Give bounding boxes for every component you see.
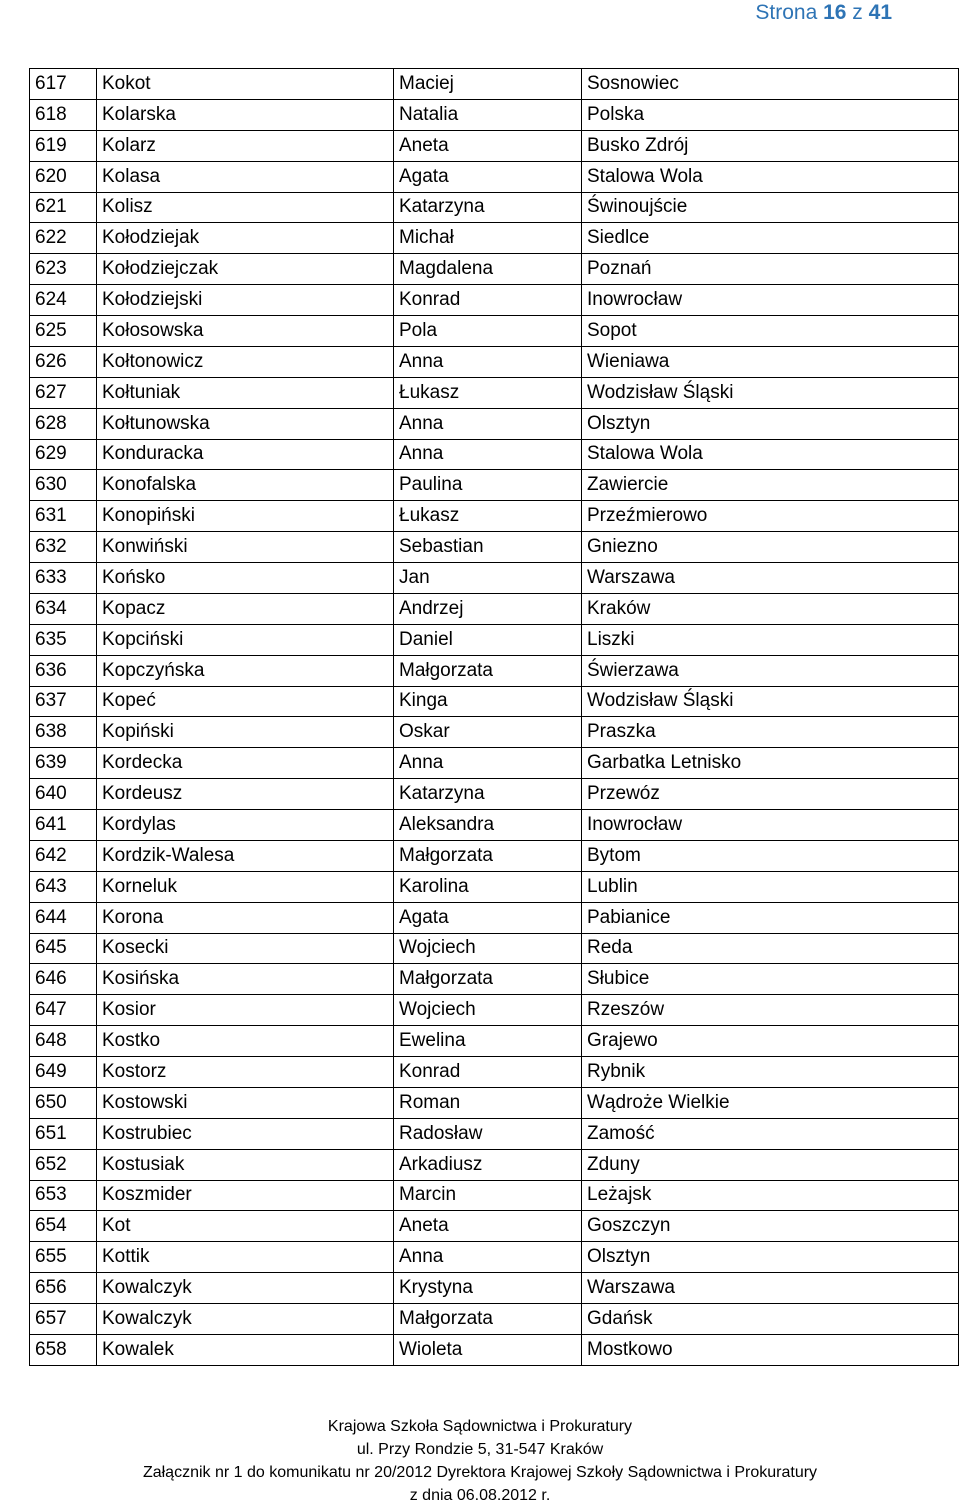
city-cell: Warszawa (582, 563, 959, 594)
row-number-cell: 628 (30, 408, 97, 439)
table-row (30, 69, 959, 100)
city-cell: Reda (582, 933, 959, 964)
first-name-cell: Małgorzata (394, 964, 582, 995)
first-name-cell: Radosław (394, 1118, 582, 1149)
first-name-cell: Katarzyna (394, 779, 582, 810)
current-page-number: 16 (823, 1, 847, 24)
row-number-cell: 654 (30, 1211, 97, 1242)
last-name-cell: Kopczyńska (97, 655, 394, 686)
table-row (30, 532, 959, 563)
row-number-cell: 619 (30, 130, 97, 161)
table-row (30, 439, 959, 470)
row-number-cell: 626 (30, 346, 97, 377)
city-cell: Inowrocław (582, 285, 959, 316)
table-row (30, 1334, 959, 1365)
footer-date: z dnia 06.08.2012 r. (409, 1487, 551, 1504)
city-cell: Inowrocław (582, 810, 959, 841)
row-number-cell: 627 (30, 377, 97, 408)
row-number-cell: 622 (30, 223, 97, 254)
table-row (30, 964, 959, 995)
city-cell: Pabianice (582, 902, 959, 933)
page-footer (0, 1415, 960, 1507)
first-name-cell: Karolina (394, 871, 582, 902)
row-number-cell: 624 (30, 285, 97, 316)
row-number-cell: 641 (30, 810, 97, 841)
last-name-cell: Kołtuniak (97, 377, 394, 408)
city-cell: Poznań (582, 254, 959, 285)
row-number-cell: 651 (30, 1118, 97, 1149)
city-cell: Polska (582, 99, 959, 130)
last-name-cell: Konduracka (97, 439, 394, 470)
table-row (30, 779, 959, 810)
row-number-cell: 652 (30, 1149, 97, 1180)
total-pages-number: 41 (868, 1, 892, 24)
row-number-cell: 640 (30, 779, 97, 810)
table-row (30, 655, 959, 686)
table-row (30, 161, 959, 192)
last-name-cell: Kołtunowska (97, 408, 394, 439)
row-number-cell: 638 (30, 717, 97, 748)
table-row (30, 316, 959, 347)
row-number-cell: 620 (30, 161, 97, 192)
table-row (30, 748, 959, 779)
table-row (30, 285, 959, 316)
table-row (30, 624, 959, 655)
last-name-cell: Kot (97, 1211, 394, 1242)
first-name-cell: Aleksandra (394, 810, 582, 841)
first-name-cell: Wioleta (394, 1334, 582, 1365)
first-name-cell: Jan (394, 563, 582, 594)
last-name-cell: Kopiński (97, 717, 394, 748)
city-cell: Busko Zdrój (582, 130, 959, 161)
first-name-cell: Agata (394, 902, 582, 933)
last-name-cell: Kostrubiec (97, 1118, 394, 1149)
city-cell: Mostkowo (582, 1334, 959, 1365)
row-number-cell: 631 (30, 501, 97, 532)
city-cell: Wodzisław Śląski (582, 377, 959, 408)
row-number-cell: 630 (30, 470, 97, 501)
city-cell: Olsztyn (582, 1242, 959, 1273)
table-row (30, 1180, 959, 1211)
page-label: Strona (755, 1, 818, 24)
last-name-cell: Kokot (97, 69, 394, 100)
row-number-cell: 655 (30, 1242, 97, 1273)
page-number-header (755, 0, 892, 26)
first-name-cell: Natalia (394, 99, 582, 130)
row-number-cell: 635 (30, 624, 97, 655)
city-cell: Zawiercie (582, 470, 959, 501)
first-name-cell: Michał (394, 223, 582, 254)
table-row (30, 1149, 959, 1180)
last-name-cell: Kowalek (97, 1334, 394, 1365)
row-number-cell: 649 (30, 1057, 97, 1088)
row-number-cell: 636 (30, 655, 97, 686)
last-name-cell: Kowalczyk (97, 1304, 394, 1335)
last-name-cell: Kolarska (97, 99, 394, 130)
last-name-cell: Kottik (97, 1242, 394, 1273)
city-cell: Warszawa (582, 1273, 959, 1304)
last-name-cell: Kołodziejczak (97, 254, 394, 285)
table-row (30, 902, 959, 933)
city-cell: Rybnik (582, 1057, 959, 1088)
table-row (30, 1242, 959, 1273)
city-cell: Przewóz (582, 779, 959, 810)
last-name-cell: Kopeć (97, 686, 394, 717)
first-name-cell: Małgorzata (394, 840, 582, 871)
footer-attachment-note: Załącznik nr 1 do komunikatu nr 20/2012 Dyrektora Krajowej Szkoły Sądownictwa i Prokuratury (142, 1464, 818, 1481)
city-cell: Wądroże Wielkie (582, 1087, 959, 1118)
table-row (30, 470, 959, 501)
first-name-cell: Marcin (394, 1180, 582, 1211)
table-row (30, 1026, 959, 1057)
first-name-cell: Aneta (394, 1211, 582, 1242)
first-name-cell: Anna (394, 748, 582, 779)
city-cell: Świerzawa (582, 655, 959, 686)
first-name-cell: Maciej (394, 69, 582, 100)
first-name-cell: Konrad (394, 1057, 582, 1088)
names-table (29, 68, 959, 1366)
row-number-cell: 625 (30, 316, 97, 347)
city-cell: Wieniawa (582, 346, 959, 377)
city-cell: Olsztyn (582, 408, 959, 439)
table-row (30, 408, 959, 439)
last-name-cell: Kordeusz (97, 779, 394, 810)
row-number-cell: 632 (30, 532, 97, 563)
city-cell: Stalowa Wola (582, 439, 959, 470)
row-number-cell: 646 (30, 964, 97, 995)
table-row (30, 717, 959, 748)
table-row (30, 840, 959, 871)
first-name-cell: Wojciech (394, 933, 582, 964)
last-name-cell: Kostusiak (97, 1149, 394, 1180)
city-cell: Garbatka Letnisko (582, 748, 959, 779)
last-name-cell: Kołodziejak (97, 223, 394, 254)
row-number-cell: 634 (30, 593, 97, 624)
table-row (30, 223, 959, 254)
footer-institution: Krajowa Szkoła Sądownictwa i Prokuratury (327, 1418, 633, 1435)
last-name-cell: Kołtonowicz (97, 346, 394, 377)
last-name-cell: Kosior (97, 995, 394, 1026)
row-number-cell: 647 (30, 995, 97, 1026)
row-number-cell: 623 (30, 254, 97, 285)
row-number-cell: 653 (30, 1180, 97, 1211)
row-number-cell: 650 (30, 1087, 97, 1118)
page-separator: z (852, 1, 863, 24)
first-name-cell: Anna (394, 1242, 582, 1273)
table-row (30, 130, 959, 161)
last-name-cell: Korneluk (97, 871, 394, 902)
row-number-cell: 642 (30, 840, 97, 871)
last-name-cell: Kordylas (97, 810, 394, 841)
city-cell: Sopot (582, 316, 959, 347)
table-row (30, 593, 959, 624)
last-name-cell: Koszmider (97, 1180, 394, 1211)
city-cell: Lublin (582, 871, 959, 902)
row-number-cell: 644 (30, 902, 97, 933)
table-row (30, 995, 959, 1026)
first-name-cell: Katarzyna (394, 192, 582, 223)
first-name-cell: Roman (394, 1087, 582, 1118)
city-cell: Zduny (582, 1149, 959, 1180)
city-cell: Gniezno (582, 532, 959, 563)
first-name-cell: Andrzej (394, 593, 582, 624)
last-name-cell: Kolasa (97, 161, 394, 192)
row-number-cell: 645 (30, 933, 97, 964)
last-name-cell: Kowalczyk (97, 1273, 394, 1304)
city-cell: Kraków (582, 593, 959, 624)
last-name-cell: Kosińska (97, 964, 394, 995)
first-name-cell: Anna (394, 408, 582, 439)
last-name-cell: Korona (97, 902, 394, 933)
table-row (30, 501, 959, 532)
last-name-cell: Kolisz (97, 192, 394, 223)
city-cell: Siedlce (582, 223, 959, 254)
row-number-cell: 629 (30, 439, 97, 470)
first-name-cell: Sebastian (394, 532, 582, 563)
first-name-cell: Konrad (394, 285, 582, 316)
row-number-cell: 621 (30, 192, 97, 223)
first-name-cell: Kinga (394, 686, 582, 717)
first-name-cell: Magdalena (394, 254, 582, 285)
city-cell: Wodzisław Śląski (582, 686, 959, 717)
table-row (30, 1057, 959, 1088)
first-name-cell: Arkadiusz (394, 1149, 582, 1180)
table-row (30, 1118, 959, 1149)
city-cell: Goszczyn (582, 1211, 959, 1242)
table-row (30, 933, 959, 964)
table-row (30, 254, 959, 285)
row-number-cell: 618 (30, 99, 97, 130)
first-name-cell: Małgorzata (394, 1304, 582, 1335)
city-cell: Gdańsk (582, 1304, 959, 1335)
city-cell: Świnoujście (582, 192, 959, 223)
city-cell: Przeźmierowo (582, 501, 959, 532)
city-cell: Rzeszów (582, 995, 959, 1026)
names-table-body (30, 69, 959, 1366)
last-name-cell: Kosecki (97, 933, 394, 964)
table-row (30, 1211, 959, 1242)
first-name-cell: Anna (394, 346, 582, 377)
last-name-cell: Kostko (97, 1026, 394, 1057)
row-number-cell: 633 (30, 563, 97, 594)
last-name-cell: Kopacz (97, 593, 394, 624)
last-name-cell: Kostorz (97, 1057, 394, 1088)
city-cell: Grajewo (582, 1026, 959, 1057)
row-number-cell: 657 (30, 1304, 97, 1335)
city-cell: Słubice (582, 964, 959, 995)
table-row (30, 871, 959, 902)
first-name-cell: Oskar (394, 717, 582, 748)
city-cell: Zamość (582, 1118, 959, 1149)
city-cell: Sosnowiec (582, 69, 959, 100)
city-cell: Stalowa Wola (582, 161, 959, 192)
row-number-cell: 658 (30, 1334, 97, 1365)
first-name-cell: Krystyna (394, 1273, 582, 1304)
first-name-cell: Łukasz (394, 377, 582, 408)
city-cell: Leżajsk (582, 1180, 959, 1211)
first-name-cell: Anna (394, 439, 582, 470)
table-row (30, 192, 959, 223)
table-row (30, 1087, 959, 1118)
first-name-cell: Pola (394, 316, 582, 347)
first-name-cell: Agata (394, 161, 582, 192)
last-name-cell: Kopciński (97, 624, 394, 655)
city-cell: Praszka (582, 717, 959, 748)
first-name-cell: Daniel (394, 624, 582, 655)
row-number-cell: 637 (30, 686, 97, 717)
last-name-cell: Kołosowska (97, 316, 394, 347)
first-name-cell: Wojciech (394, 995, 582, 1026)
table-row (30, 1273, 959, 1304)
first-name-cell: Łukasz (394, 501, 582, 532)
last-name-cell: Kolarz (97, 130, 394, 161)
row-number-cell: 643 (30, 871, 97, 902)
last-name-cell: Konofalska (97, 470, 394, 501)
table-row (30, 99, 959, 130)
city-cell: Bytom (582, 840, 959, 871)
last-name-cell: Kostowski (97, 1087, 394, 1118)
table-row (30, 563, 959, 594)
first-name-cell: Paulina (394, 470, 582, 501)
last-name-cell: Kordzik-Walesa (97, 840, 394, 871)
table-row (30, 810, 959, 841)
row-number-cell: 617 (30, 69, 97, 100)
table-row (30, 377, 959, 408)
table-row (30, 686, 959, 717)
last-name-cell: Konwiński (97, 532, 394, 563)
table-row (30, 1304, 959, 1335)
last-name-cell: Konopiński (97, 501, 394, 532)
footer-address: ul. Przy Rondzie 5, 31-547 Kraków (356, 1441, 604, 1458)
city-cell: Liszki (582, 624, 959, 655)
row-number-cell: 639 (30, 748, 97, 779)
last-name-cell: Kordecka (97, 748, 394, 779)
first-name-cell: Aneta (394, 130, 582, 161)
last-name-cell: Kołodziejski (97, 285, 394, 316)
last-name-cell: Końsko (97, 563, 394, 594)
first-name-cell: Ewelina (394, 1026, 582, 1057)
row-number-cell: 656 (30, 1273, 97, 1304)
row-number-cell: 648 (30, 1026, 97, 1057)
table-row (30, 346, 959, 377)
first-name-cell: Małgorzata (394, 655, 582, 686)
